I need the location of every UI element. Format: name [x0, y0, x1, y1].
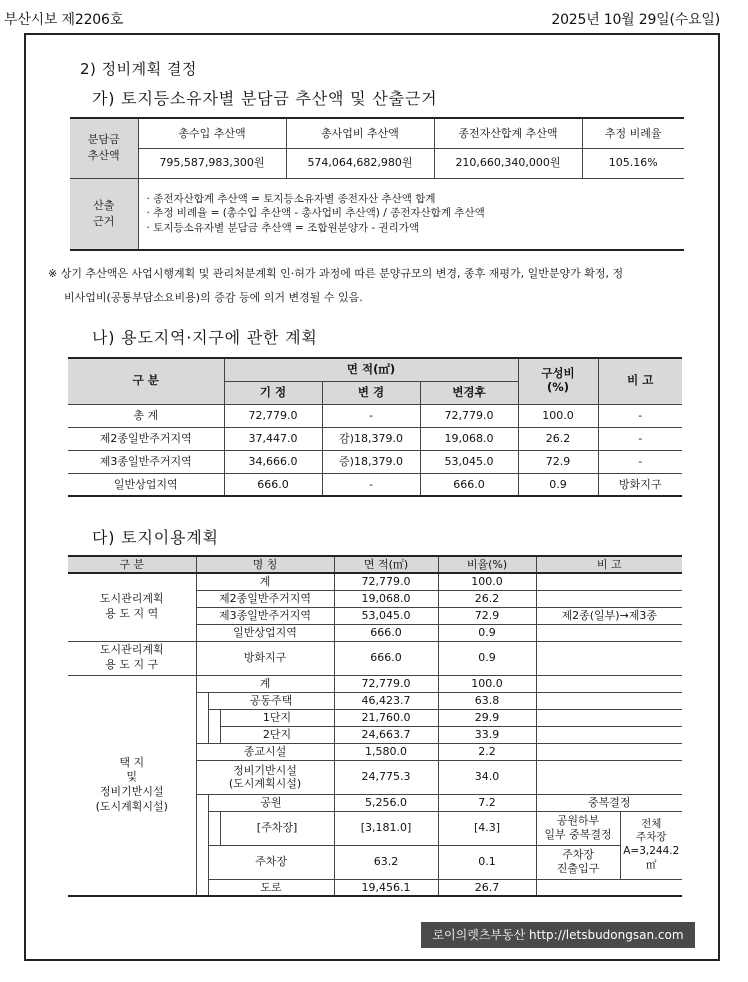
- land-header-div: 구 분: [68, 556, 196, 573]
- value-ratio: 105.16%: [582, 148, 684, 178]
- zoning-header-existing: 기 정: [224, 381, 322, 404]
- value-total-cost: 574,064,682,980원: [286, 148, 434, 178]
- land-cell: [536, 692, 682, 709]
- land-cell: [536, 573, 682, 590]
- land-cell: 72.9: [438, 607, 536, 624]
- land-cell: [536, 879, 682, 896]
- header-prior-assets: 종전자산합계 추산액: [434, 118, 582, 148]
- zoning-cell: 감)18,379.0: [322, 427, 420, 450]
- basis-line-1: · 종전자산합계 추산액 = 토지등소유자별 종전자산 추산액 합계: [146, 192, 436, 205]
- zoning-header-div: 구 분: [68, 358, 224, 404]
- zoning-row: [68, 427, 682, 450]
- land-cell: [주차장]: [220, 811, 334, 845]
- land-cell: 공원하부 일부 중복결정: [536, 811, 620, 845]
- land-cell: 72,779.0: [334, 573, 438, 590]
- land-cell: 63.8: [438, 692, 536, 709]
- watermark-link[interactable]: 로이의렛츠부동산 http://letsbudongsan.com: [421, 922, 695, 948]
- land-cell: [536, 641, 682, 675]
- land-row: [68, 675, 682, 692]
- land-group-district: 도시관리계획 용 도 지 구: [68, 641, 196, 675]
- gazette-issue: 부산시보 제2206호: [4, 12, 124, 28]
- zoning-header-remark: 비 고: [598, 358, 682, 404]
- land-row: [68, 641, 682, 675]
- basis-line-3: · 토지등소유자별 분담금 추산액 = 조합원분양가 - 권리가액: [146, 222, 420, 235]
- land-cell: 1,580.0: [334, 743, 438, 760]
- zoning-cell: 증)18,379.0: [322, 450, 420, 473]
- land-cell: 주차장: [208, 845, 334, 879]
- zoning-row: [68, 473, 682, 496]
- land-cell: 공원: [208, 794, 334, 811]
- header-ratio: 추정 비례율: [582, 118, 684, 148]
- header-total-revenue: 총수입 추산액: [138, 118, 286, 148]
- zoning-cell: 일반상업지역: [68, 473, 224, 496]
- zoning-cell: 37,447.0: [224, 427, 322, 450]
- land-cell: 제3종일반주거지역: [196, 607, 334, 624]
- land-cell: 제2종일반주거지역: [196, 590, 334, 607]
- contribution-table: [70, 117, 684, 251]
- zoning-cell: -: [598, 404, 682, 427]
- land-cell: 53,045.0: [334, 607, 438, 624]
- land-cell: 주차장 진출입구: [536, 845, 620, 879]
- land-use-table: [68, 555, 682, 897]
- land-cell: 21,760.0: [334, 709, 438, 726]
- land-cell: 중복결정: [536, 794, 682, 811]
- land-row: [68, 573, 682, 590]
- land-cell: [536, 743, 682, 760]
- header-total-cost: 총사업비 추산액: [286, 118, 434, 148]
- land-cell: 1단지: [220, 709, 334, 726]
- land-cell: 계: [196, 573, 334, 590]
- land-cell: [536, 675, 682, 692]
- land-cell: 63.2: [334, 845, 438, 879]
- land-cell: 제2종(일부)→제3종: [536, 607, 682, 624]
- zoning-cell: 제3종일반주거지역: [68, 450, 224, 473]
- land-cell: 34.0: [438, 760, 536, 794]
- land-cell: 24,663.7: [334, 726, 438, 743]
- zoning-header-after: 변경후: [420, 381, 518, 404]
- land-cell: [536, 709, 682, 726]
- land-cell: 방화지구: [196, 641, 334, 675]
- zoning-cell: -: [322, 404, 420, 427]
- land-group-site: 택 지 및 정비기반시설 (도시계획시설): [68, 675, 196, 896]
- land-header-name: 명 칭: [196, 556, 334, 573]
- zoning-cell: 72,779.0: [420, 404, 518, 427]
- value-total-revenue: 795,587,983,300원: [138, 148, 286, 178]
- land-cell: 7.2: [438, 794, 536, 811]
- land-cell: 33.9: [438, 726, 536, 743]
- zoning-header-ratio: 구성비 (%): [518, 358, 598, 404]
- zoning-cell: 26.2: [518, 427, 598, 450]
- land-cell: 19,068.0: [334, 590, 438, 607]
- land-header-area: 면 적(㎡): [334, 556, 438, 573]
- land-cell: 공동주택: [208, 692, 334, 709]
- zoning-row: [68, 404, 682, 427]
- zoning-cell: 19,068.0: [420, 427, 518, 450]
- zoning-row: [68, 450, 682, 473]
- footnote-line-2: 비사업비(공통부담소요비용)의 증감 등에 의거 변경될 수 있음.: [64, 291, 363, 304]
- land-cell: 2단지: [220, 726, 334, 743]
- land-cell: 0.9: [438, 641, 536, 675]
- zoning-cell: -: [598, 450, 682, 473]
- zoning-cell: 666.0: [224, 473, 322, 496]
- land-cell: 계: [196, 675, 334, 692]
- land-cell: 100.0: [438, 675, 536, 692]
- basis-label: 산출 근거: [70, 178, 138, 250]
- land-cell: 일반상업지역: [196, 624, 334, 641]
- section-a-title: 가) 토지등소유자별 분담금 추산액 및 산출근거: [92, 89, 438, 108]
- zoning-cell: 0.9: [518, 473, 598, 496]
- zoning-header-change: 변 경: [322, 381, 420, 404]
- indent-spacer: [196, 692, 208, 743]
- land-cell: 26.7: [438, 879, 536, 896]
- zoning-cell: 72.9: [518, 450, 598, 473]
- land-cell: [536, 760, 682, 794]
- zoning-cell: 666.0: [420, 473, 518, 496]
- land-cell: 2.2: [438, 743, 536, 760]
- indent-spacer: [208, 811, 220, 845]
- land-cell: 46,423.7: [334, 692, 438, 709]
- zoning-cell: 방화지구: [598, 473, 682, 496]
- land-cell: 0.1: [438, 845, 536, 879]
- land-cell: [4.3]: [438, 811, 536, 845]
- gazette-date: 2025년 10월 29일(수요일): [551, 12, 720, 28]
- land-cell: [3,181.0]: [334, 811, 438, 845]
- zoning-header-area: 면 적(㎡): [224, 358, 518, 381]
- land-cell: 24,775.3: [334, 760, 438, 794]
- section-c-title: 다) 토지이용계획: [92, 528, 219, 547]
- zoning-cell: 총 계: [68, 404, 224, 427]
- indent-spacer: [208, 709, 220, 743]
- land-cell: 종교시설: [196, 743, 334, 760]
- zoning-table: [68, 357, 682, 497]
- land-group-zoning: 도시관리계획 용 도 지 역: [68, 573, 196, 641]
- land-cell: 도로: [208, 879, 334, 896]
- land-cell: 72,779.0: [334, 675, 438, 692]
- section-b-title: 나) 용도지역·지구에 관한 계획: [92, 328, 318, 347]
- basis-line-2: · 추정 비례율 = (총수입 추산액 - 총사업비 추산액) / 종전자산합계 추산액: [146, 207, 485, 220]
- land-header-ratio: 비율(%): [438, 556, 536, 573]
- land-cell: 정비기반시설 (도시계획시설): [196, 760, 334, 794]
- land-cell: 0.9: [438, 624, 536, 641]
- indent-spacer: [196, 794, 208, 896]
- value-prior-assets: 210,660,340,000원: [434, 148, 582, 178]
- zoning-cell: 72,779.0: [224, 404, 322, 427]
- contribution-row-label: 분담금 추산액: [70, 118, 138, 178]
- footnote: [48, 262, 698, 310]
- zoning-cell: 53,045.0: [420, 450, 518, 473]
- zoning-cell: -: [322, 473, 420, 496]
- zoning-cell: 제2종일반주거지역: [68, 427, 224, 450]
- zoning-cell: 34,666.0: [224, 450, 322, 473]
- land-cell: 5,256.0: [334, 794, 438, 811]
- land-cell: [536, 590, 682, 607]
- section-2-title: 2) 정비계획 결정: [80, 60, 197, 78]
- land-cell: 26.2: [438, 590, 536, 607]
- land-cell: 29.9: [438, 709, 536, 726]
- footnote-line-1: ※ 상기 추산액은 사업시행계획 및 관리처분계획 인·허가 과정에 따른 분양규모의 변경, 종후 재평가, 일반분양가 확정, 정: [48, 267, 624, 280]
- land-cell: 19,456.1: [334, 879, 438, 896]
- land-header-remark: 비 고: [536, 556, 682, 573]
- land-cell: 666.0: [334, 624, 438, 641]
- land-cell: [536, 726, 682, 743]
- land-cell: 666.0: [334, 641, 438, 675]
- land-cell: 100.0: [438, 573, 536, 590]
- land-cell: [536, 624, 682, 641]
- land-cell: 전체 주차장 A=3,244.2 ㎡: [620, 811, 682, 879]
- zoning-cell: -: [598, 427, 682, 450]
- basis-content: [138, 178, 684, 250]
- zoning-cell: 100.0: [518, 404, 598, 427]
